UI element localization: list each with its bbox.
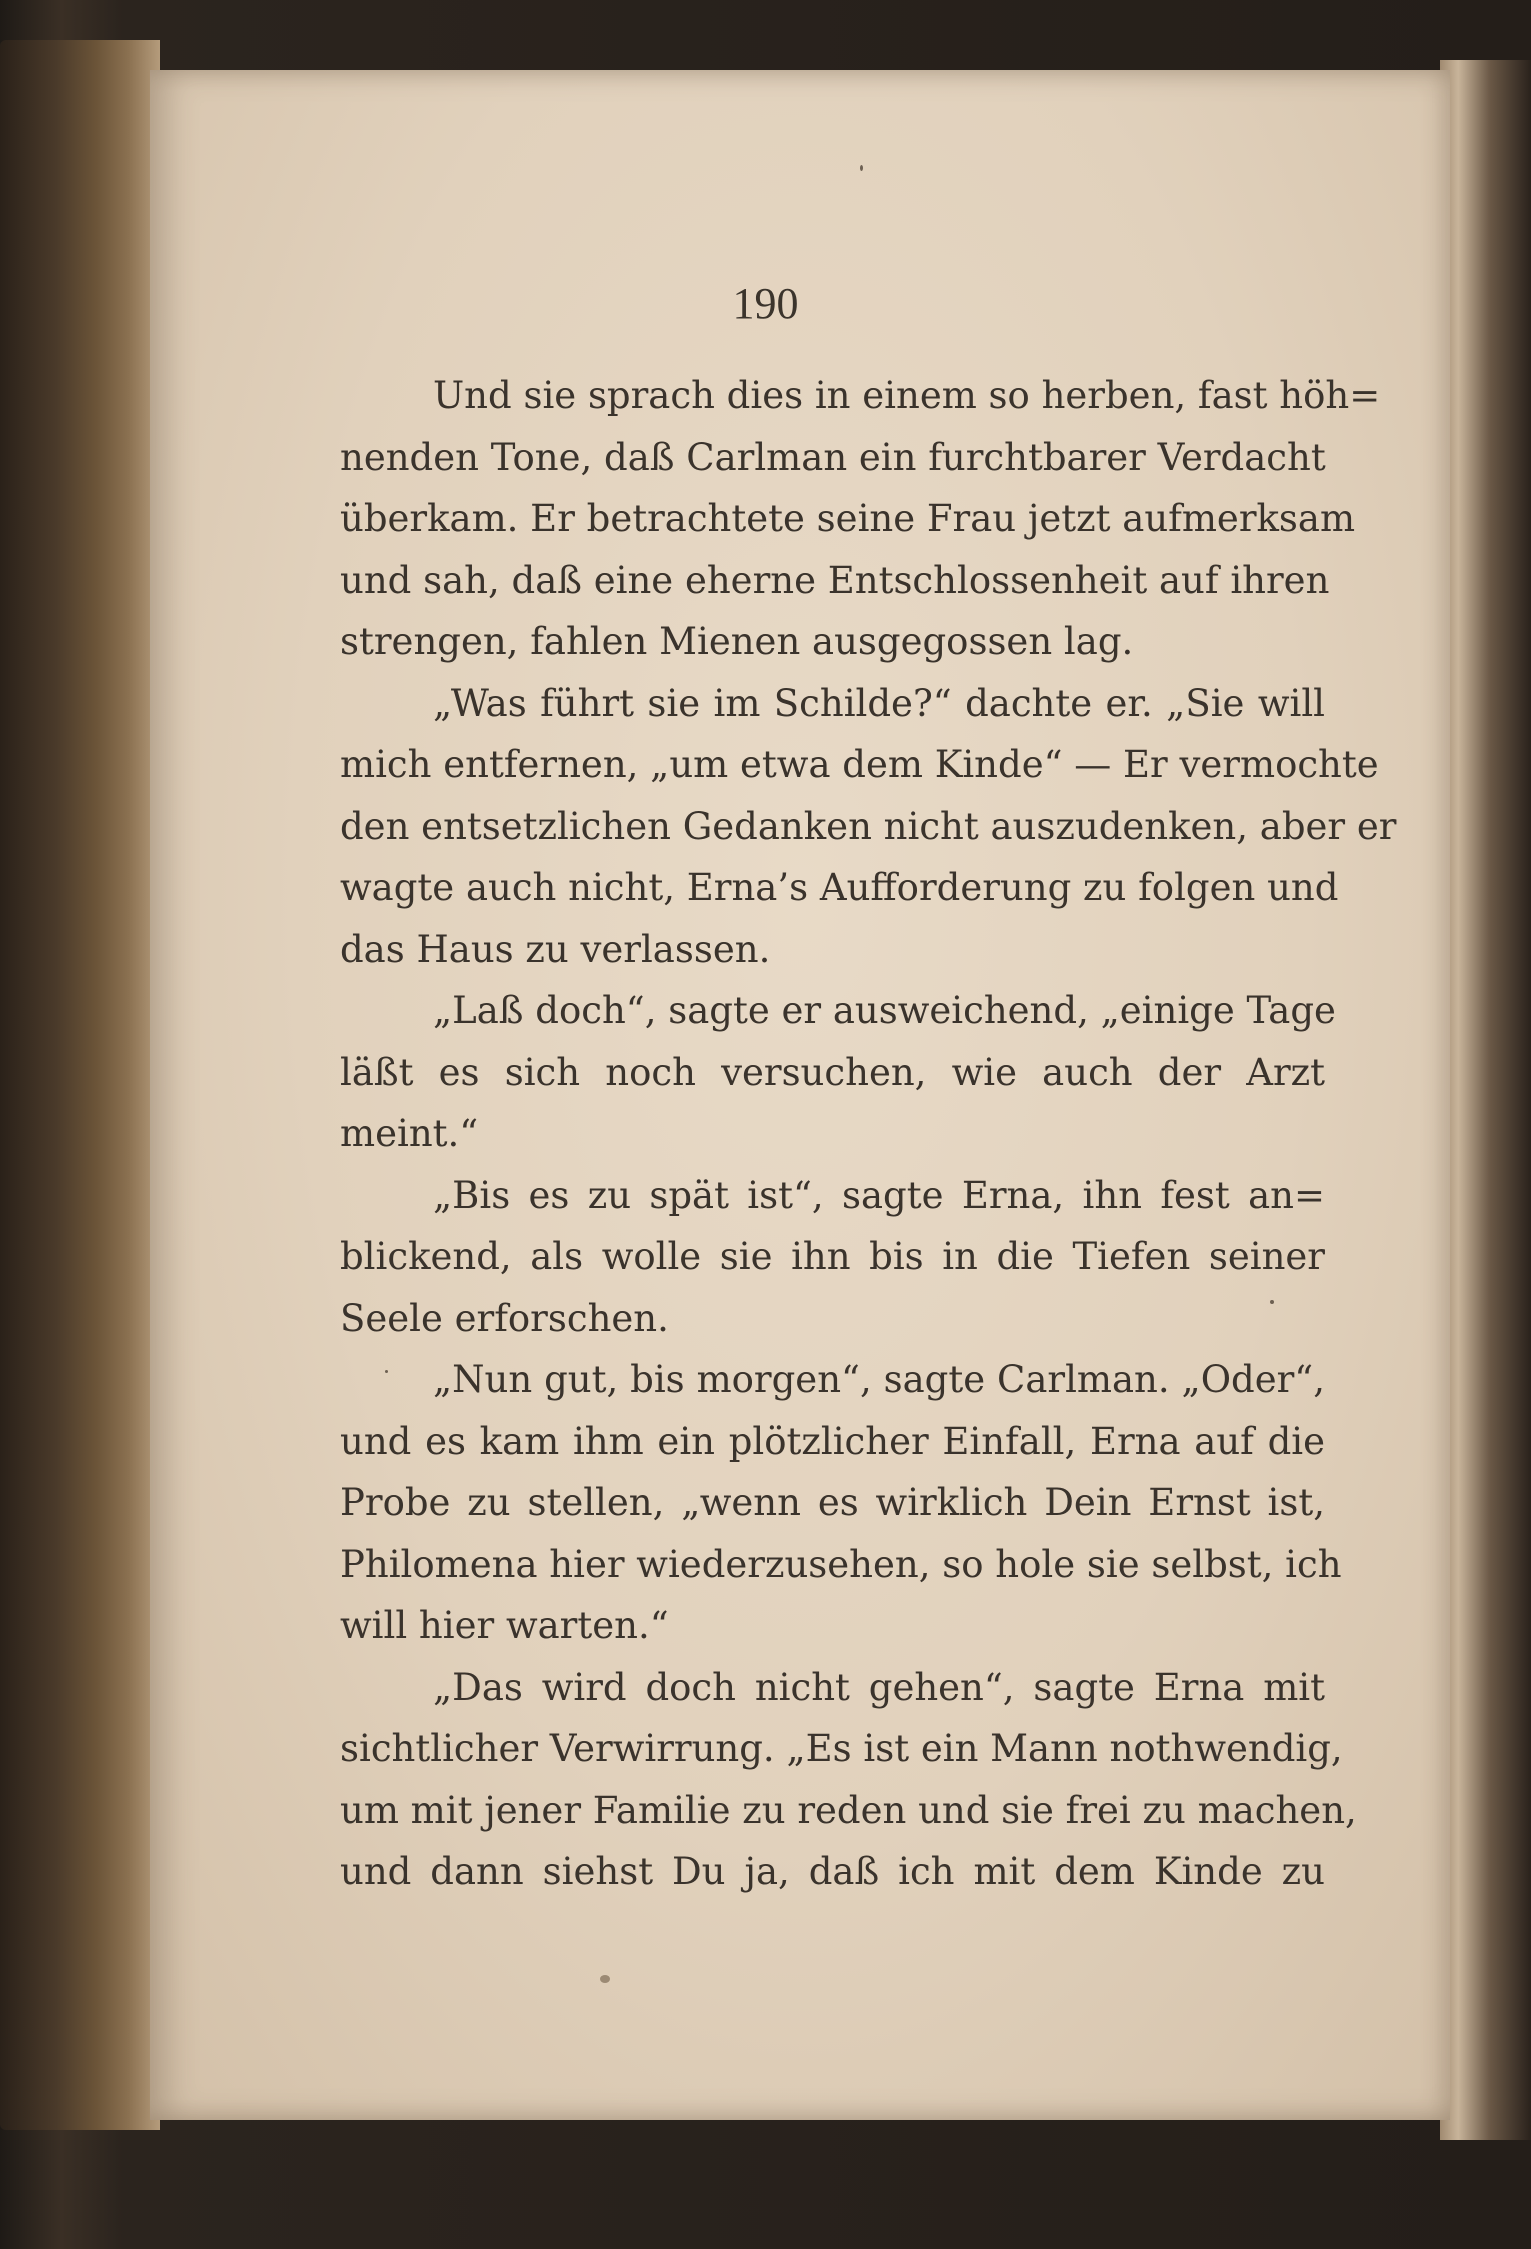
text-line: „Nun gut, bis morgen“, sagte Carlman. „Oder“, [433,1358,1325,1401]
text-line: „Laß doch“, sagte er ausweichend, „einige Tage [433,989,1336,1032]
page-number: 190 [732,279,799,328]
text-line: Philomena hier wiederzusehen, so hole sie selbst, ich [340,1542,1342,1586]
text-line: und dann siehst Du ja, daß ich mit dem Kinde zu [340,1850,1325,1893]
text-line: „Bis es zu spät ist“, sagte Erna, ihn fest an= [433,1173,1325,1217]
text-line: Probe zu stellen, „wenn es wirklich Dein Ernst ist, [340,1481,1325,1524]
text-line: läßt es sich noch versuchen, wie auch der Arzt [340,1050,1325,1094]
text-line: „Was führt sie im Schilde?“ dachte er. „Sie will [433,681,1325,725]
text-line: mich entfernen, „um etwa dem Kinde“ — Er vermochte [340,743,1379,786]
text-line: will hier warten.“ [340,1604,669,1647]
text-line: sichtlicher Verwirrung. „Es ist ein Mann nothwendig, [340,1727,1343,1770]
text-line: das Haus zu verlassen. [340,927,771,971]
text-line: „Das wird doch nicht gehen“, sagte Erna mit [433,1665,1325,1709]
text-line: Und sie sprach dies in einem so herben, fast höh= [433,374,1381,417]
text-line: Seele erforschen. [340,1296,669,1340]
text-line: wagte auch nicht, Erna’s Aufforderung zu folgen und [340,866,1339,909]
text-line: den entsetzlichen Gedanken nicht auszudenken, aber er [340,804,1397,848]
text-line: meint.“ [340,1112,479,1155]
text-line: nenden Tone, daß Carlman ein furchtbarer Verdacht [340,435,1326,479]
text-line: um mit jener Familie zu reden und sie frei zu machen, [340,1788,1357,1832]
book-page-edges-left [0,40,160,2130]
text-line: und sah, daß eine eherne Entschlossenheit auf ihren [340,558,1330,602]
book-page-edges-right [1440,60,1531,2140]
text-line: blickend, als wolle sie ihn bis in die Tiefen seiner [340,1235,1325,1278]
text-line: strengen, fahlen Mienen ausgegossen lag. [340,620,1134,663]
body-text [340,365,1397,1903]
text-line: überkam. Er betrachtete seine Frau jetzt aufmerksam [340,497,1356,540]
text-line: und es kam ihm ein plötzlicher Einfall, Erna auf die [340,1419,1325,1463]
